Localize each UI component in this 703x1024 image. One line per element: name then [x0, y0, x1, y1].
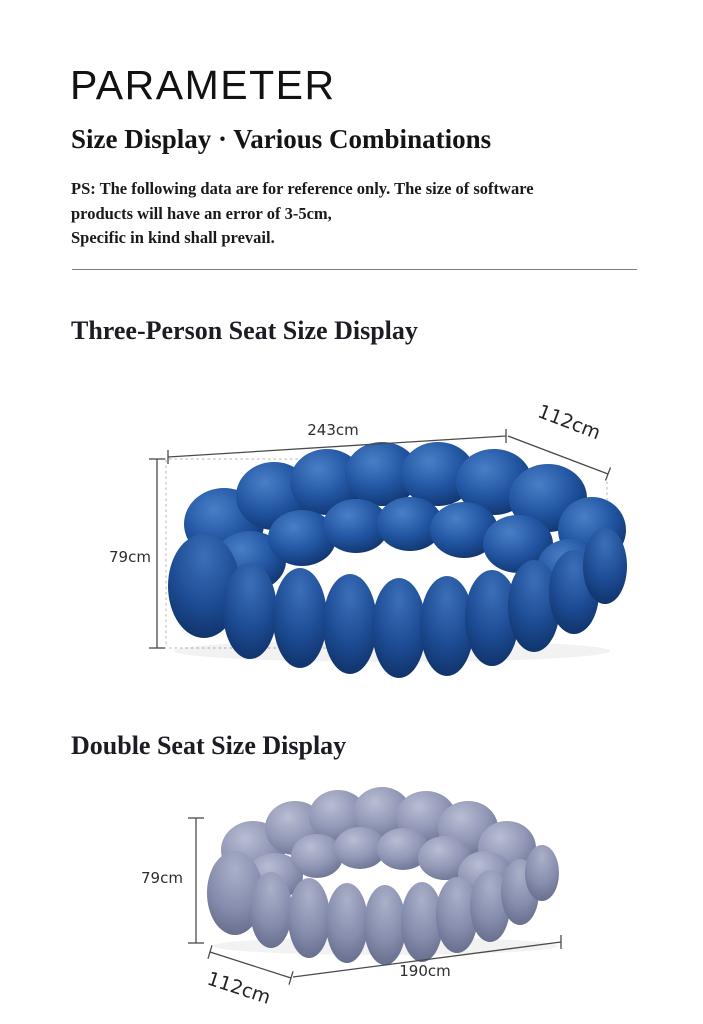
- width-label: 243cm: [307, 421, 359, 439]
- prevail-note: Specific in kind shall prevail.: [71, 228, 275, 247]
- double-seat-diagram: [0, 770, 703, 1024]
- height-dimension: [141, 818, 204, 943]
- section-divider: [72, 269, 637, 270]
- three-person-figure: [0, 400, 703, 700]
- page-subtitle: Size Display · Various Combinations: [71, 124, 492, 154]
- page-title: PARAMETER: [70, 62, 336, 108]
- height-label: 79cm: [141, 869, 183, 887]
- double-seat-heading: Double Seat Size Display: [71, 731, 347, 760]
- three-person-heading: Three-Person Seat Size Display: [71, 316, 418, 345]
- three-person-sofa-illustration: [168, 442, 627, 678]
- width-label: 190cm: [399, 962, 451, 980]
- three-person-diagram: [0, 400, 703, 700]
- depth-label: 112cm: [204, 967, 274, 1009]
- double-seat-figure: [0, 770, 703, 1024]
- reference-note: PS: The following data are for reference only. The size of software products will have an error of 3-5cm,: [71, 179, 534, 223]
- height-dimension: [109, 459, 165, 648]
- depth-label: 112cm: [534, 400, 604, 445]
- height-label: 79cm: [109, 548, 151, 566]
- double-seat-sofa-illustration: [207, 787, 559, 965]
- depth-dimension: [204, 945, 293, 1009]
